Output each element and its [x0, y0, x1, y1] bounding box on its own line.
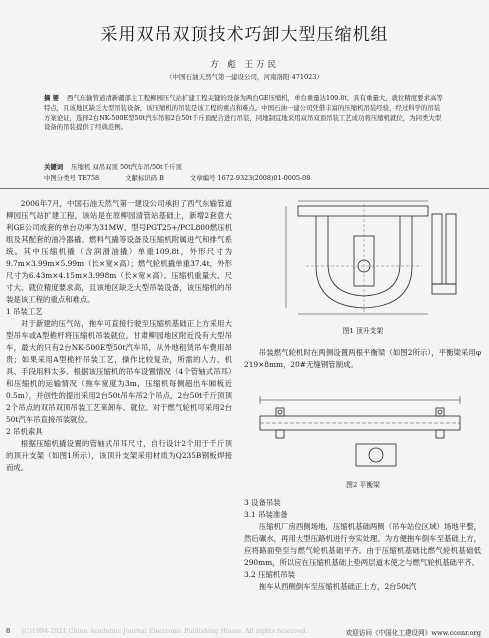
section-heading-1: 1 吊装工艺: [6, 307, 43, 316]
clc-number: 中图分类号 TE758: [44, 174, 100, 182]
abstract-text: 西气东输管道清新疆部主工程柳园压气站扩建工程关键的设备为两台GE压缩机，单台重量达109.8t，具有重量大、就位精度要求高等特点，且该地区缺乏大型吊装设备，该压缩机的吊装是该工程的重点和难点。中国石油一建公司凭借丰富的压缩机吊装经验，经过科学的吊装方案论证，选择2台NK-500E型50t汽车吊和2台50t千斤顶配合进行吊装，同地制宜地采用双吊双顶吊装工艺成功将压缩机就位，为同类大型设备的吊装提供了经典范例。: [44, 94, 443, 132]
intro-paragraph: 2006年7月，中国石油天然气第一建设公司承担了西气东输管道柳园压气站扩建工程，该站是在原柳园清管站基础上，新增2套意大利GE公司成套的单台功率为31MW、型号PGT25+/PCL800燃压机组及其配套的油冷器撬、燃料气撬等设备及压缩机附属进气和排气系统。其中压缩机撬（含润滑油撬）单重109.8t，外形尺寸为9.7m×3.99m×5.99m（长×宽×高）；燃气轮机撬单重37.4t，外形尺寸为6.43m×4.15m×3.998m（长×宽×高）。压缩机重量大、尺寸大、就位精度要求高，且该地区缺乏大型吊装设备，该压缩机的吊装是该工程的重点和难点。: [6, 199, 232, 304]
page-footer: [0, 627, 489, 638]
left-column: [6, 198, 232, 474]
document-code: 文献标识码 B: [125, 174, 164, 182]
copyright-watermark: (C)1994-2021 China Academic Journal Electronic Publishing House. All rights reserved.: [22, 627, 308, 635]
section-1-paragraph: 对于新建的压气站，拖车可直接行驶至压缩机基础正上方采用大型吊车或A型桅杆将压缩机吊装就位。甘肃柳园地区附近没有大型吊车，最大的只有2台NK-500E型50t汽车吊，从外地租赁吊车费用昂贵；如果采用A型桅杆吊装工艺，操作比较复杂，所需的人力、机具、手段用料太多。根据该压缩机的吊车设置情况（4个管轴式吊耳）和压缩机的运输情况（拖车宽度为3m，压缩机每侧超出车厢板近0.5m），并创性的提出采用2台50t吊车吊2个吊点，2台50t千斤顶顶2个吊点的双吊双顶吊装工艺来卸车、就位。对于燃气轮机可采用2台50t汽车吊直接吊装就位。: [6, 319, 232, 424]
subsection-3-2-paragraph: 拖车从西侧倒车至压缩机基础正上方，2台50t汽: [258, 582, 417, 591]
abstract-label: 摘 要: [44, 94, 60, 102]
subsection-heading-3-2: 3.2 压缩机吊装: [244, 570, 296, 579]
figure-2-caption: 图2 平衡梁: [346, 481, 380, 489]
section-2-paragraph: 根据压缩机撬设置的管轴式吊耳尺寸，自行设计2个用于千斤顶的顶升支架（如图1所示），该顶升支架采用材质为Q235B钢板焊接而成。: [6, 439, 232, 472]
figure-1-jacking-bracket-drawing: [246, 196, 476, 322]
keywords-block: [44, 162, 444, 171]
figure-2-balance-beam-drawing: [246, 386, 476, 476]
subsection-heading-3-1: 3.1 吊装准备: [244, 510, 288, 519]
author-affiliation: （中国石油天然气第一建设公司，河南洛阳 471023）: [166, 73, 323, 81]
keywords-text: 压缩机 双吊双顶 50t汽车吊/50t千斤顶: [71, 163, 182, 171]
abstract-block: [44, 94, 444, 133]
balance-beam-paragraph: 吊装燃气轮机时在两侧设置两根平衡梁（如图2所示），平衡梁采用φ 219×8mm，20#无缝钢管制成。: [244, 348, 481, 369]
section-heading-3: 3 设备吊装: [244, 498, 281, 507]
article-meta: [44, 173, 464, 182]
header-divider: [0, 188, 489, 189]
page-number: 8: [6, 627, 11, 635]
keywords-label: 关键词: [44, 163, 64, 171]
section-heading-2: 2 吊机索具: [6, 427, 43, 436]
subsection-3-1-paragraph: 压缩机厂房西侧场地，压缩机基础两侧（吊车站位区域）场地平整，然后碾水，再用大型压路机进行夯实处理。为方便拖车倒车至基础上方，应将路面垫至与燃气轮机基础平齐。由于压缩机基础比燃气轮机基础低290mm，所以应在压缩机基础上垫两层道木使之与燃气轮机基础平齐。: [244, 522, 481, 567]
right-column: [244, 347, 481, 371]
figure-1-caption: 图1 顶升支架: [342, 327, 384, 335]
article-title: 采用双吊双顶技术巧卸大型压缩机组: [100, 25, 389, 45]
right-column-lower: [244, 497, 481, 593]
footer-site-link[interactable]: 欢迎访问《中国化工建设网》www.ccenr.org: [345, 629, 481, 637]
article-number: 文章编号 1672-9323(2008)01-0005-08: [189, 174, 311, 182]
article-authors: 方 彪 王万民: [210, 60, 279, 70]
